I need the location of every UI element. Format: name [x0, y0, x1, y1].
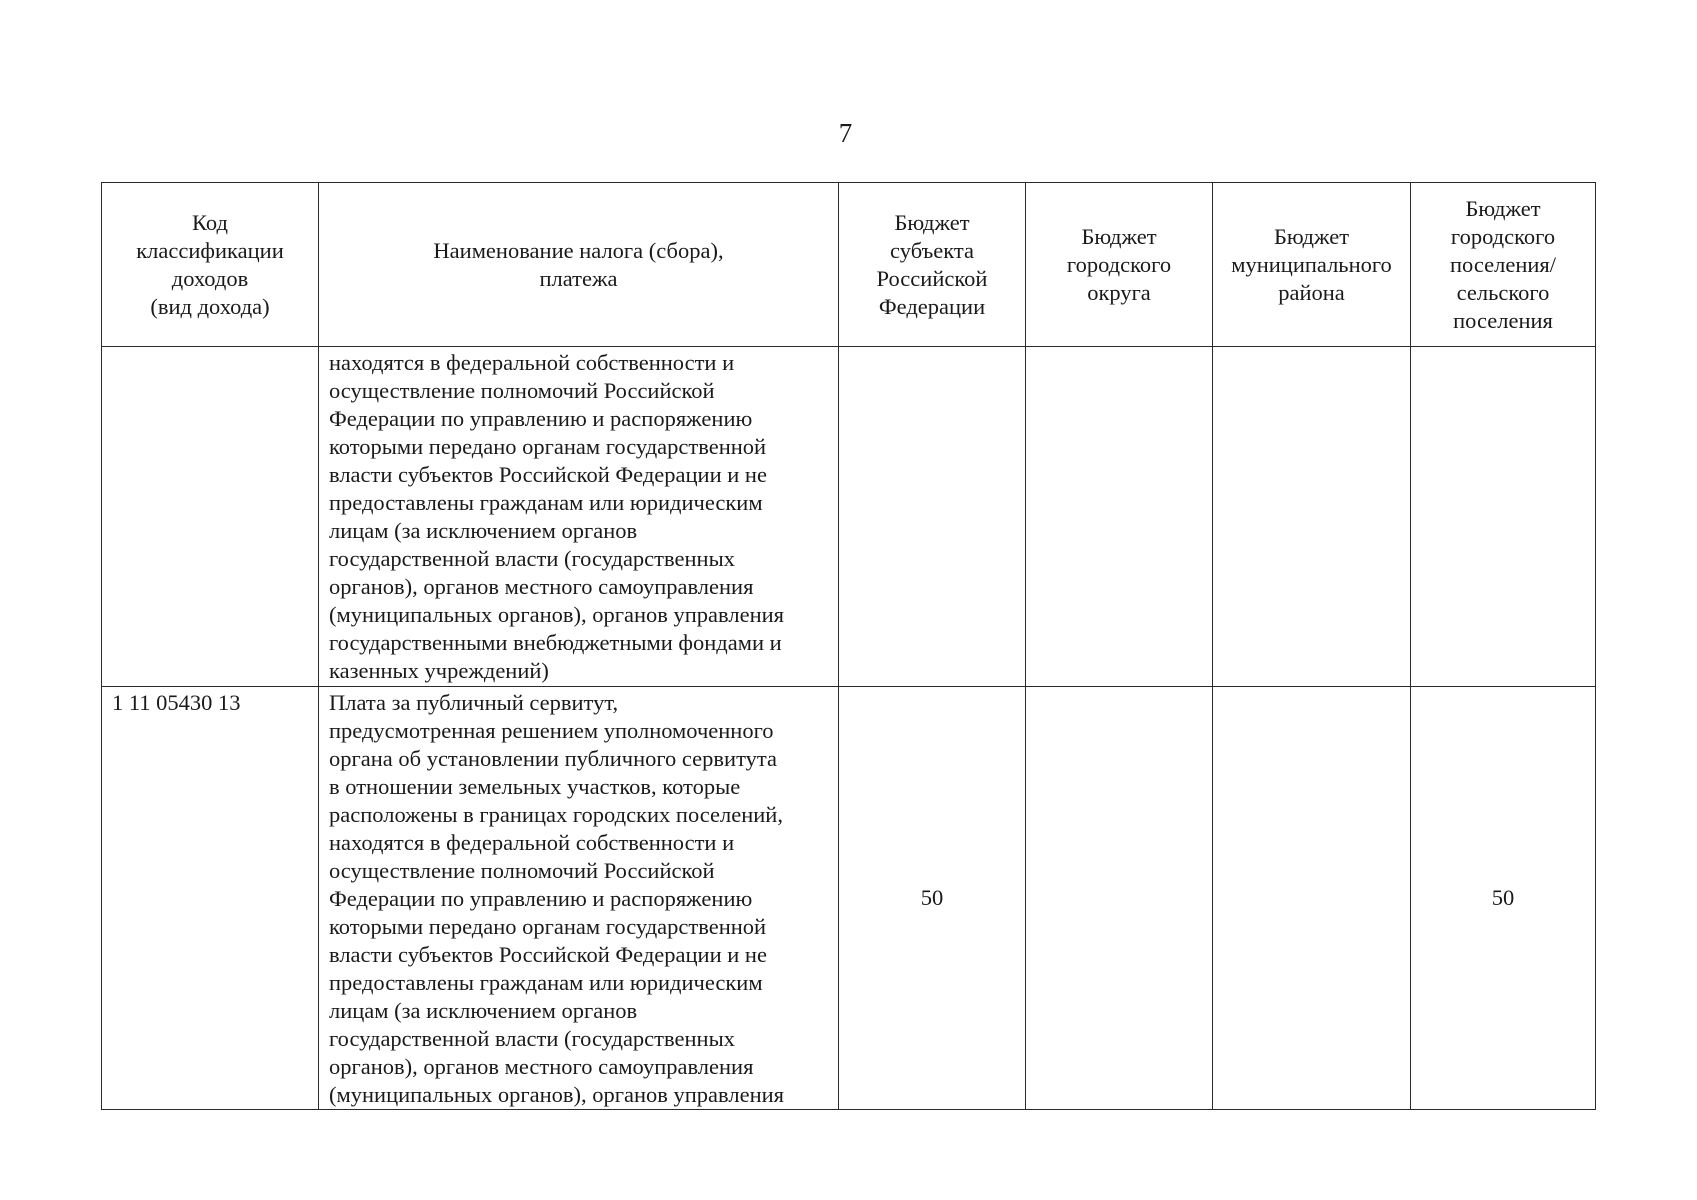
text-line: государственными внебюджетными фондами и — [329, 630, 782, 655]
text-line: поселения/ — [1450, 251, 1556, 277]
text-line: казенных учреждений) — [329, 658, 549, 683]
text-line: расположены в границах городских поселений, — [329, 802, 783, 827]
text-line: субъекта — [890, 237, 974, 263]
text-line: округа — [1087, 279, 1151, 305]
row-subject-value: 50 — [839, 687, 1026, 1110]
text-line: Наименование налога (сбора), — [433, 237, 724, 263]
header-code — [102, 183, 319, 347]
table-row — [102, 687, 1596, 1110]
text-line: в отношении земельных участков, которые — [329, 774, 741, 799]
row-name — [319, 687, 839, 1110]
text-line: (муниципальных органов), органов управления — [329, 602, 785, 627]
text-line: Бюджет — [894, 209, 970, 235]
text-line: доходов — [171, 265, 249, 291]
text-line: лицам (за исключением органов — [329, 998, 638, 1023]
text-line: Бюджет — [1465, 195, 1541, 221]
text-line: сельского — [1456, 279, 1550, 305]
text-line: поселения — [1453, 307, 1553, 333]
text-line: предусмотренная решением уполномоченного — [329, 718, 774, 743]
header-subject-budget — [839, 183, 1026, 347]
revenue-distribution-table — [101, 182, 1596, 1110]
text-line: осуществление полномочий Российской — [329, 378, 715, 403]
text-line: Федерации по управлению и распоряжению — [329, 886, 753, 911]
text-line: предоставлены гражданам или юридическим — [329, 970, 763, 995]
text-line: которыми передано органам государственной — [329, 434, 767, 459]
row-settlement-value — [1411, 347, 1596, 687]
text-line: (муниципальных органов), органов управления — [329, 1082, 785, 1107]
text-line: находятся в федеральной собственности и — [329, 830, 735, 855]
text-line: Федерации — [878, 293, 986, 319]
text-line: находятся в федеральной собственности и — [329, 350, 735, 375]
text-line: лицам (за исключением органов — [329, 518, 638, 543]
text-line: (вид дохода) — [150, 293, 270, 319]
text-line: Бюджет — [1273, 223, 1350, 249]
text-line: платежа — [539, 265, 618, 291]
row-municipal-value — [1213, 687, 1411, 1110]
header-name — [319, 183, 839, 347]
text-line: власти субъектов Российской Федерации и не — [329, 462, 767, 487]
text-line: власти субъектов Российской Федерации и не — [329, 942, 767, 967]
text-line: органов), органов местного самоуправления — [329, 574, 754, 599]
text-line: Российской — [876, 265, 988, 291]
text-line: органа об установлении публичного сервитута — [329, 746, 777, 771]
text-line: органов), органов местного самоуправления — [329, 1054, 754, 1079]
row-subject-value — [839, 347, 1026, 687]
text-line: городского — [1066, 251, 1172, 277]
table-row — [102, 347, 1596, 687]
text-line: классификации — [136, 237, 284, 263]
table-header-row — [102, 183, 1596, 347]
row-name — [319, 347, 839, 687]
text-line: государственной власти (государственных — [329, 546, 735, 571]
text-line: предоставлены гражданам или юридическим — [329, 490, 763, 515]
row-city-value — [1026, 687, 1213, 1110]
text-line: Бюджет — [1081, 223, 1157, 249]
text-line: района — [1278, 279, 1345, 305]
text-line: Плата за публичный сервитут, — [329, 690, 619, 715]
text-line: Код — [192, 209, 228, 235]
header-city-district-budget — [1026, 183, 1213, 347]
text-line: государственной власти (государственных — [329, 1026, 735, 1051]
row-municipal-value — [1213, 347, 1411, 687]
row-settlement-value: 50 — [1411, 687, 1596, 1110]
text-line: Федерации по управлению и распоряжению — [329, 406, 753, 431]
text-line: городского — [1450, 223, 1556, 249]
row-city-value — [1026, 347, 1213, 687]
header-settlement-budget — [1411, 183, 1596, 347]
row-code: 1 11 05430 13 — [102, 687, 319, 1110]
page-number: 7 — [838, 118, 853, 148]
text-line: муниципального — [1231, 251, 1392, 277]
header-municipal-district-budget — [1213, 183, 1411, 347]
row-code — [102, 347, 319, 687]
text-line: которыми передано органам государственной — [329, 914, 767, 939]
text-line: осуществление полномочий Российской — [329, 858, 715, 883]
